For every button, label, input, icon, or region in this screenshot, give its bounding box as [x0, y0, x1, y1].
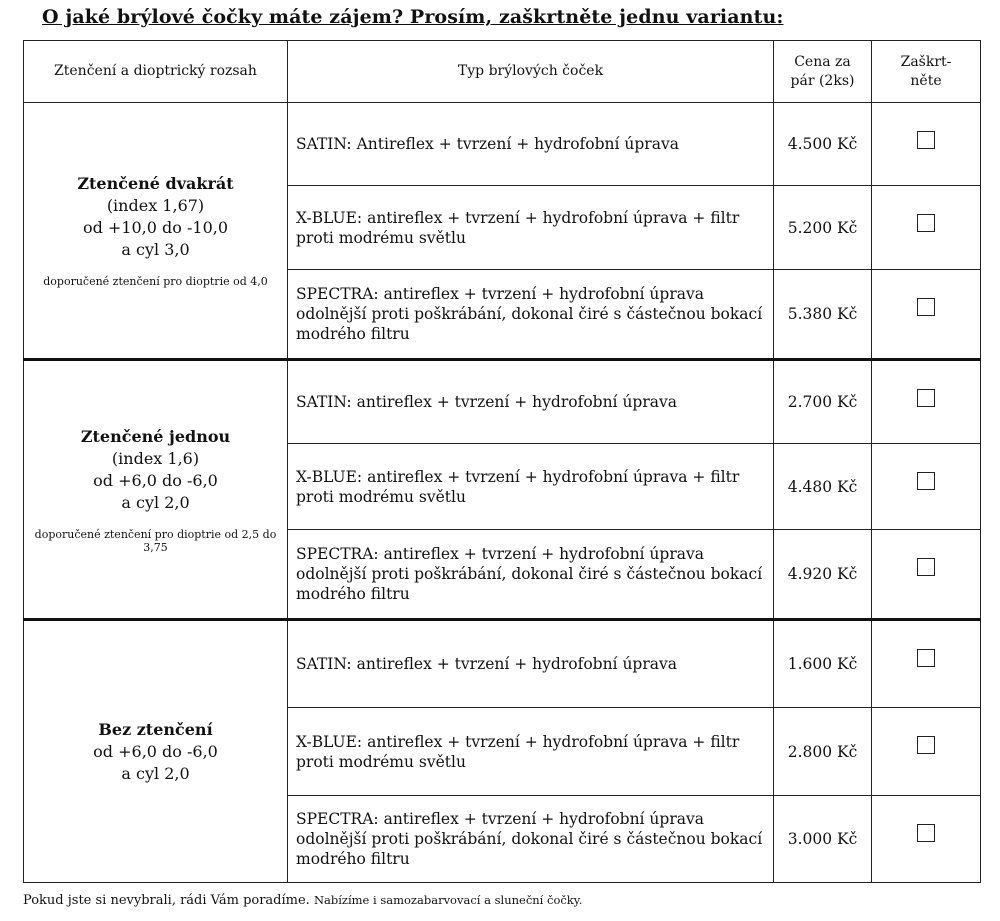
table-header-row — [24, 41, 981, 103]
price-cell: 5.200 Kč — [774, 186, 872, 270]
group-range-line: a cyl 3,0 — [121, 240, 190, 259]
group-range-line: od +6,0 do -6,0 — [93, 470, 218, 490]
lens-type-cell: SATIN: Antireflex + tvrzení + hydrofobní úprava — [288, 103, 774, 186]
header-range: Ztenčení a dioptrický rozsah — [24, 41, 288, 103]
lens-type-cell: SPECTRA: antireflex + tvrzení + hydrofobní úprava odolnější proti poškrábání, dokonal čiré s částečnou bokací modrého filtru — [288, 530, 774, 620]
table-row — [24, 103, 981, 186]
group-range-line: a cyl 2,0 — [121, 492, 190, 512]
price-cell: 4.920 Kč — [774, 530, 872, 620]
group-recommendation-note: doporučené ztenčení pro dioptrie od 4,0 — [43, 275, 268, 288]
select-checkbox[interactable] — [917, 736, 935, 754]
group-cell — [24, 620, 288, 883]
price-cell: 5.380 Kč — [774, 270, 872, 360]
lens-type-cell: SPECTRA: antireflex + tvrzení + hydrofobní úprava odolnější proti poškrábání, dokonal čiré s částečnou bokací modrého filtru — [288, 270, 774, 360]
select-checkbox[interactable] — [917, 824, 935, 842]
price-cell: 4.480 Kč — [774, 444, 872, 530]
page-title: O jaké brýlové čočky máte zájem? Prosím, zaškrtněte jednu variantu: — [42, 6, 784, 28]
footer-small-text: Nabízíme i samozabarvovací a sluneční čočky. — [313, 893, 583, 907]
table-row — [24, 360, 981, 444]
lens-type-cell: SATIN: antireflex + tvrzení + hydrofobní úprava — [288, 620, 774, 708]
group-cell — [24, 360, 288, 620]
header-check — [872, 41, 981, 103]
footer-main-text: Pokud jste si nevybrali, rádi Vám poradíme. — [23, 893, 310, 908]
group-range-line: od +10,0 do -10,0 — [82, 218, 229, 237]
group-recommendation-note: doporučené ztenčení pro dioptrie od 2,5 do 3,75 — [34, 527, 277, 554]
group-name: Ztenčené jednou — [80, 426, 231, 446]
group-range-line: (index 1,6) — [111, 448, 200, 468]
check-cell — [872, 186, 981, 270]
select-checkbox[interactable] — [917, 131, 935, 149]
lens-type-cell: SATIN: antireflex + tvrzení + hydrofobní úprava — [288, 360, 774, 444]
check-cell — [872, 796, 981, 883]
footer-note — [23, 893, 582, 908]
group-range-line: a cyl 2,0 — [121, 763, 190, 783]
lens-type-cell: X-BLUE: antireflex + tvrzení + hydrofobní úprava + filtr proti modrému světlu — [288, 186, 774, 270]
check-cell — [872, 444, 981, 530]
price-cell: 2.700 Kč — [774, 360, 872, 444]
price-cell: 4.500 Kč — [774, 103, 872, 186]
lens-type-cell: X-BLUE: antireflex + tvrzení + hydrofobní úprava + filtr proti modrému světlu — [288, 708, 774, 796]
group-cell — [24, 103, 288, 360]
select-checkbox[interactable] — [917, 558, 935, 576]
header-type: Typ brýlových čoček — [288, 41, 774, 103]
group-range-line: (index 1,67) — [106, 196, 205, 215]
select-checkbox[interactable] — [917, 214, 935, 232]
header-check-line1: Zaškrt- — [900, 53, 952, 70]
check-cell — [872, 270, 981, 360]
header-price-line2: pár (2ks) — [790, 72, 855, 89]
table-body — [24, 103, 981, 883]
price-cell: 1.600 Kč — [774, 620, 872, 708]
check-cell — [872, 103, 981, 186]
header-price — [774, 41, 872, 103]
header-price-line1: Cena za — [794, 53, 851, 70]
price-cell: 2.800 Kč — [774, 708, 872, 796]
price-cell: 3.000 Kč — [774, 796, 872, 883]
lens-type-cell: SPECTRA: antireflex + tvrzení + hydrofobní úprava odolnější proti poškrábání, dokonal čiré s částečnou bokací modrého filtru — [288, 796, 774, 883]
group-range-line: od +6,0 do -6,0 — [93, 741, 218, 761]
group-name: Ztenčené dvakrát — [77, 174, 234, 193]
check-cell — [872, 360, 981, 444]
group-name: Bez ztenčení — [98, 719, 213, 739]
select-checkbox[interactable] — [917, 649, 935, 667]
lens-options-table — [23, 40, 981, 883]
select-checkbox[interactable] — [917, 389, 935, 407]
table-row — [24, 620, 981, 708]
lens-type-cell: X-BLUE: antireflex + tvrzení + hydrofobní úprava + filtr proti modrému světlu — [288, 444, 774, 530]
header-check-line2: něte — [910, 72, 942, 89]
select-checkbox[interactable] — [917, 472, 935, 490]
check-cell — [872, 620, 981, 708]
check-cell — [872, 708, 981, 796]
select-checkbox[interactable] — [917, 298, 935, 316]
check-cell — [872, 530, 981, 620]
